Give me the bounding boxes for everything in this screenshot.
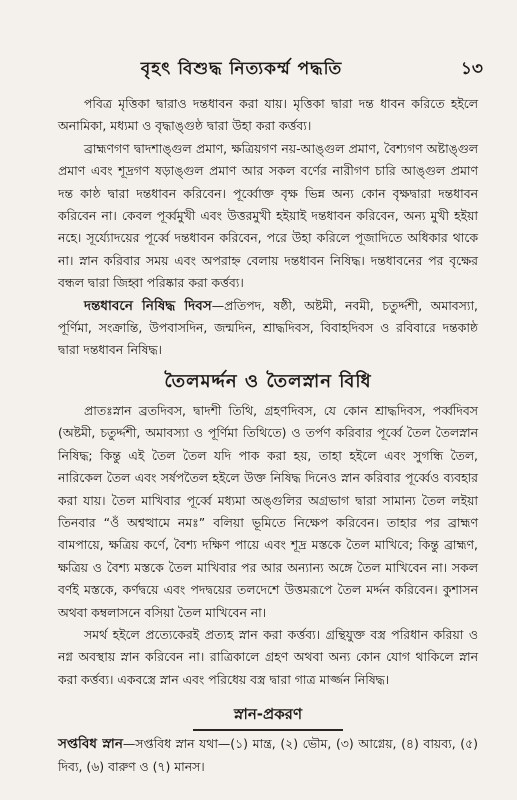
paragraph-daily-bath: সমর্থ হইলে প্রত্যেকেরই প্রত্যহ স্নান করা কর্ত্তব্য। গ্রন্থিযুক্ত বস্ত্র পরিধান করিয়া ও নগ্ন অবস্থায় স্নান করিবেন না। রাত্রিকালে গ্রহণ অথবা অন্য কোন যোগ থাকিলে স্নান করা কর্ত্তব্য। একবস্ত্রে স্নান এবং পরিধেয় বস্ত্র দ্বারা গাত্র মার্জ্জন নিষিদ্ধ। (58, 626, 478, 687)
subsection-title-bathing: স্নান-প্রকরণ (233, 705, 303, 724)
page-body (58, 93, 478, 778)
seven-baths-text: —সপ্তবিধ স্নান যথা—(১) মান্ত্র, (২) ভৌম, (৩) আগ্নেয়, (৪) বায়ব্য, (৫) দিব্য, (৬) বারুণ ও (৭) মানস। (58, 736, 478, 774)
paragraph-forbidden-days (58, 295, 478, 362)
seven-baths-heading: সপ্তবিধ স্নান (58, 736, 123, 753)
running-title: বৃহৎ বিশুদ্ধ নিত্যকর্ম্ম পদ্ধতি (140, 59, 343, 79)
section-title-oil-bath: তৈলমর্দ্দন ও তৈলস্নান বিধি (164, 370, 372, 392)
paragraph-mud-brushing: পবিত্র মৃত্তিকা দ্বারাও দন্তধাবন করা যায়। মৃত্তিকা দ্বারা দন্ত ধাবন করিতে হইলে অনামিকা, মধ্যমা ও বৃদ্ধাঙ্গুষ্ঠ দ্বারা উহা করা কর্ত্তব্য। (58, 96, 478, 134)
page-header (58, 56, 485, 84)
forbidden-days-heading: দন্তধাবনে নিষিদ্ধ দিবস (84, 297, 212, 314)
heading-divider (193, 729, 343, 731)
forbidden-days-text: —প্রতিপদ, ষষ্ঠী, অষ্টমী, নবমী, চতুর্দ্দশী, অমাবস্যা, পূর্ণিমা, সংক্রান্তি, উপবাসদিন, জন্মদিন, শ্রাদ্ধদিবস, বিবাহদিবস ও রবিবারে দন্তকাষ্ঠ দ্বারা দন্তধাবন নিষিদ্ধ। (58, 297, 478, 358)
paragraph-twig-length: ব্রাহ্মণগণ দ্বাদশাঙ্গুল প্রমাণ, ক্ষত্রিয়গণ নয়-আঙ্গুল প্রমাণ, বৈশ্যগণ অষ্টাঙ্গুল প্রমাণ এবং শূদ্রগণ ষড়াঙ্গুল প্রমাণ আর সকল বর্ণের নারীগণ চারি আঙ্গুল প্রমাণ দন্ত কাষ্ঠ দ্বারা দন্তধাবন করিবেন। পূর্ব্বোক্ত বৃক্ষ ভিন্ন অন্য কোন বৃক্ষদ্বারা দন্তধাবন করিবেন না। কেবল পূর্ব্বমুখী এবং উত্তরমুখী হইয়াই দন্তধাবন করিবেন, অন্য মুখী হইয়া নহে। সূর্য্যোদয়ের পূর্ব্বে দন্তধাবন করিবেন, পরে উহা করিলে পূজাদিতে অধিকার থাকে না। স্নান করিবার সময় এবং অপরাহ্ন বেলায় দন্তধাবন নিষিদ্ধ। দন্তধাবনের পর বৃক্ষের বন্ধল দ্বারা জিহ্বা পরিষ্কার করা কর্ত্তব্য। (58, 140, 478, 291)
paragraph-oil-rules: প্রাতঃস্নান ব্রতদিবস, দ্বাদশী তিথি, গ্রহণদিবস, যে কোন শ্রাদ্ধদিবস, পর্ব্বদিবস (অষ্টমী, চতুর্দ্দশী, অমাবস্যা ও পূর্ণিমা তিথিতে) ও তর্পণ করিবার পূর্ব্বে তৈল তৈলস্নান নিষিদ্ধ; কিন্তু এই তৈল তৈল যদি পাক করা হয়, তাহা হইলে এবং সুগন্ধি তৈল, নারিকেল তৈল এবং সর্ষপতৈল হইলে উক্ত নিষিদ্ধ দিনেও স্নান করিবার পূর্ব্বেও ব্যবহার করা যায়। তৈল মাখিবার পূর্ব্বে মধ্যমা অঙ্গুলির অগ্রভাগ দ্বারা সামান্য তৈল লইয়া তিনবার “ওঁ অশ্বত্থামে নমঃ” বলিয়া ভূমিতে নিক্ষেপ করিবেন। তাহার পর ব্রাহ্মণ বামপায়ে, ক্ষত্রিয় কর্ণে, বৈশ্য দক্ষিণ পায়ে এবং শূদ্র মস্তকে তৈল মাখিবে; কিন্তু ব্রাহ্মণ, ক্ষত্রিয় ও বৈশ্য মস্তকে তৈল মাখিবার পর আর অন্যান্য অঙ্গে তৈল মাখিবেন না। সকল বর্ণই মস্তকে, কর্ণদ্বয়ে এবং পদদ্বয়ের তলদেশে উত্তমরূপে তৈল মর্দ্দন করিবেন। কুশাসন অথবা কম্বলাসনে বসিয়া তৈল মাখিবেন না। (58, 402, 478, 620)
paragraph-seven-baths (58, 733, 478, 778)
page-number: ১৩ (460, 59, 483, 79)
